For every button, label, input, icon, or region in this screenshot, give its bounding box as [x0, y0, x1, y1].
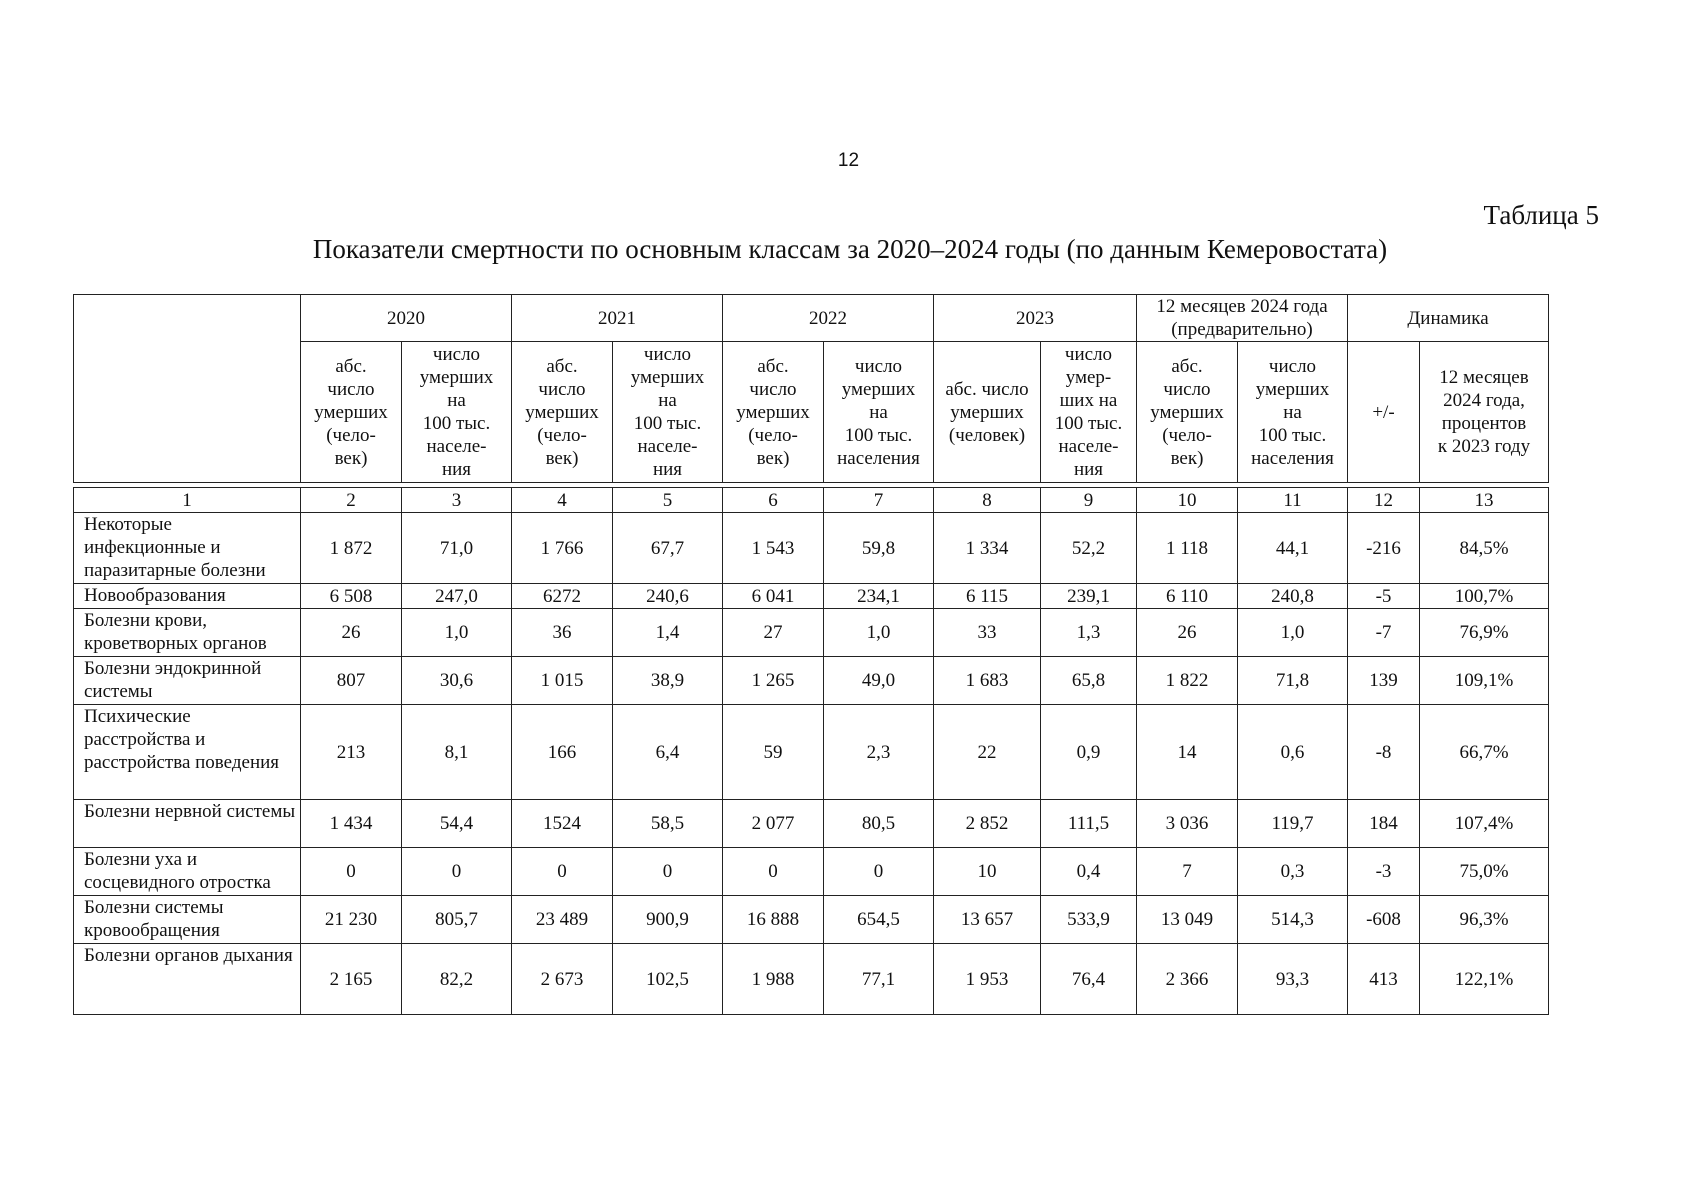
table-cell: 14 [1137, 705, 1238, 800]
column-number-cell: 3 [402, 488, 512, 513]
table-body [74, 295, 1549, 1015]
table-cell: 76,4 [1041, 944, 1137, 1015]
table-cell: 7 [1137, 848, 1238, 896]
subheader-cell: 12 месяцев 2024 года, процентов к 2023 году [1420, 342, 1549, 483]
table-cell: 240,6 [613, 584, 723, 609]
table-cell: 109,1% [1420, 657, 1549, 705]
table-cell: -8 [1348, 705, 1420, 800]
table-cell: -3 [1348, 848, 1420, 896]
table-cell: 0,4 [1041, 848, 1137, 896]
subheader-cell: +/- [1348, 342, 1420, 483]
table-cell: 82,2 [402, 944, 512, 1015]
table-cell: 26 [301, 609, 402, 657]
table-cell: 30,6 [402, 657, 512, 705]
table-cell: 1 265 [723, 657, 824, 705]
header-group-2022: 2022 [723, 295, 934, 342]
table-cell: 44,1 [1238, 513, 1348, 584]
table-cell: 1 118 [1137, 513, 1238, 584]
subheader-cell: абс. число умерших (человек) [934, 342, 1041, 483]
table-cell: 2 852 [934, 800, 1041, 848]
table-cell: 6 508 [301, 584, 402, 609]
table-cell: 54,4 [402, 800, 512, 848]
table-cell: 66,7% [1420, 705, 1549, 800]
table-cell: 36 [512, 609, 613, 657]
table-cell: 26 [1137, 609, 1238, 657]
column-number-cell: 10 [1137, 488, 1238, 513]
header-corner-cell [74, 295, 301, 483]
table-cell: 21 230 [301, 896, 402, 944]
row-label: Болезни системы кровообращения [74, 896, 301, 944]
table-row [74, 609, 1549, 657]
table-cell: 0,6 [1238, 705, 1348, 800]
table-cell: 1,0 [402, 609, 512, 657]
table-cell: 0 [512, 848, 613, 896]
table-cell: 247,0 [402, 584, 512, 609]
column-number-cell: 2 [301, 488, 402, 513]
table-cell: 2 366 [1137, 944, 1238, 1015]
column-number-cell: 8 [934, 488, 1041, 513]
column-number-cell: 4 [512, 488, 613, 513]
table-cell: 38,9 [613, 657, 723, 705]
table-cell: 0 [402, 848, 512, 896]
table-cell: 0 [613, 848, 723, 896]
header-group-2023: 2023 [934, 295, 1137, 342]
table-cell: 13 049 [1137, 896, 1238, 944]
column-number-cell: 5 [613, 488, 723, 513]
table-cell: 6 115 [934, 584, 1041, 609]
row-label: Болезни эндокринной системы [74, 657, 301, 705]
table-row [74, 848, 1549, 896]
table-row [74, 800, 1549, 848]
table-cell: 1,3 [1041, 609, 1137, 657]
table-cell: 2,3 [824, 705, 934, 800]
table-cell: -5 [1348, 584, 1420, 609]
header-group-2020: 2020 [301, 295, 512, 342]
row-label: Болезни нервной системы [74, 800, 301, 848]
table-cell: 413 [1348, 944, 1420, 1015]
column-number-cell: 7 [824, 488, 934, 513]
table-cell: 1 543 [723, 513, 824, 584]
table-cell: 234,1 [824, 584, 934, 609]
table-cell: 122,1% [1420, 944, 1549, 1015]
header-group-dynamics: Динамика [1348, 295, 1549, 342]
table-cell: 654,5 [824, 896, 934, 944]
table-cell: 239,1 [1041, 584, 1137, 609]
table-cell: 71,0 [402, 513, 512, 584]
header-group-2024: 12 месяцев 2024 года (предварительно) [1137, 295, 1348, 342]
subheader-cell: число умерших на 100 тыс. населения [1238, 342, 1348, 483]
row-label: Новообразования [74, 584, 301, 609]
table-cell: 6,4 [613, 705, 723, 800]
table-cell: 0 [301, 848, 402, 896]
table-cell: 59,8 [824, 513, 934, 584]
table-cell: 1524 [512, 800, 613, 848]
table-cell: 6 110 [1137, 584, 1238, 609]
column-number-cell: 1 [74, 488, 301, 513]
table-cell: 22 [934, 705, 1041, 800]
table-cell: 3 036 [1137, 800, 1238, 848]
column-numbers-row [74, 488, 1549, 513]
table-caption: Таблица 5 [1483, 200, 1599, 230]
table-cell: -608 [1348, 896, 1420, 944]
table-cell: 213 [301, 705, 402, 800]
table-cell: 67,7 [613, 513, 723, 584]
column-number-cell: 11 [1238, 488, 1348, 513]
table-cell: 1 334 [934, 513, 1041, 584]
table-cell: 1 953 [934, 944, 1041, 1015]
table-cell: -7 [1348, 609, 1420, 657]
table-cell: 75,0% [1420, 848, 1549, 896]
table-cell: 23 489 [512, 896, 613, 944]
table-cell: 33 [934, 609, 1041, 657]
column-number-cell: 12 [1348, 488, 1420, 513]
table-cell: 1 015 [512, 657, 613, 705]
subheader-cell: абс. число умерших (чело- век) [1137, 342, 1238, 483]
table-cell: 111,5 [1041, 800, 1137, 848]
subheader-cell: абс. число умерших (чело- век) [512, 342, 613, 483]
header-group-2021: 2021 [512, 295, 723, 342]
table-cell: 807 [301, 657, 402, 705]
table-cell: 1,4 [613, 609, 723, 657]
row-label: Некоторые инфекционные и паразитарные болезни [74, 513, 301, 584]
table-cell: 16 888 [723, 896, 824, 944]
table-cell: 184 [1348, 800, 1420, 848]
header-row-groups [74, 295, 1549, 342]
table-cell: 166 [512, 705, 613, 800]
table-row [74, 513, 1549, 584]
table-cell: 805,7 [402, 896, 512, 944]
table-title: Показатели смертности по основным классам за 2020–2024 годы (по данным Кемеровостата) [312, 234, 1388, 264]
row-label: Болезни крови, кроветворных органов [74, 609, 301, 657]
table-row [74, 584, 1549, 609]
subheader-cell: число умерших на 100 тыс. населе- ния [402, 342, 512, 483]
subheader-cell: число умер- ших на 100 тыс. населе- ния [1041, 342, 1137, 483]
mortality-table [73, 294, 1549, 1015]
table-cell: 900,9 [613, 896, 723, 944]
table-cell: 1 988 [723, 944, 824, 1015]
table-cell: 1,0 [1238, 609, 1348, 657]
table-cell: 58,5 [613, 800, 723, 848]
table-cell: 240,8 [1238, 584, 1348, 609]
table-cell: 0 [723, 848, 824, 896]
table-cell: 84,5% [1420, 513, 1549, 584]
table-cell: 49,0 [824, 657, 934, 705]
table-cell: 2 673 [512, 944, 613, 1015]
table-cell: 13 657 [934, 896, 1041, 944]
table-cell: 1 822 [1137, 657, 1238, 705]
table-cell: -216 [1348, 513, 1420, 584]
table-row [74, 944, 1549, 1015]
subheader-cell: абс. число умерших (чело- век) [723, 342, 824, 483]
table-cell: 119,7 [1238, 800, 1348, 848]
table-cell: 96,3% [1420, 896, 1549, 944]
table-cell: 93,3 [1238, 944, 1348, 1015]
table-cell: 71,8 [1238, 657, 1348, 705]
table-cell: 1 683 [934, 657, 1041, 705]
table-cell: 1,0 [824, 609, 934, 657]
table-row [74, 657, 1549, 705]
table-cell: 80,5 [824, 800, 934, 848]
table-cell: 0,3 [1238, 848, 1348, 896]
table-cell: 102,5 [613, 944, 723, 1015]
table-cell: 100,7% [1420, 584, 1549, 609]
table-row [74, 896, 1549, 944]
table-cell: 1 872 [301, 513, 402, 584]
table-cell: 107,4% [1420, 800, 1549, 848]
table-cell: 59 [723, 705, 824, 800]
table-cell: 10 [934, 848, 1041, 896]
row-label: Болезни уха и сосцевидного отростка [74, 848, 301, 896]
table-cell: 8,1 [402, 705, 512, 800]
table-cell: 2 077 [723, 800, 824, 848]
table-cell: 533,9 [1041, 896, 1137, 944]
table-cell: 77,1 [824, 944, 934, 1015]
row-label: Психические расстройства и расстройства поведения [74, 705, 301, 800]
table-cell: 27 [723, 609, 824, 657]
table-cell: 6 041 [723, 584, 824, 609]
table-cell: 0 [824, 848, 934, 896]
table-cell: 1 766 [512, 513, 613, 584]
column-number-cell: 13 [1420, 488, 1549, 513]
table-cell: 1 434 [301, 800, 402, 848]
table-cell: 0,9 [1041, 705, 1137, 800]
table-row [74, 705, 1549, 800]
subheader-cell: абс. число умерших (чело- век) [301, 342, 402, 483]
table-cell: 65,8 [1041, 657, 1137, 705]
table-cell: 76,9% [1420, 609, 1549, 657]
subheader-cell: число умерших на 100 тыс. населе- ния [613, 342, 723, 483]
table-cell: 139 [1348, 657, 1420, 705]
table-cell: 52,2 [1041, 513, 1137, 584]
table-cell: 6272 [512, 584, 613, 609]
table-cell: 2 165 [301, 944, 402, 1015]
column-number-cell: 9 [1041, 488, 1137, 513]
page-number: 12 [837, 150, 860, 171]
row-label: Болезни органов дыхания [74, 944, 301, 1015]
column-number-cell: 6 [723, 488, 824, 513]
subheader-cell: число умерших на 100 тыс. населения [824, 342, 934, 483]
table-cell: 514,3 [1238, 896, 1348, 944]
